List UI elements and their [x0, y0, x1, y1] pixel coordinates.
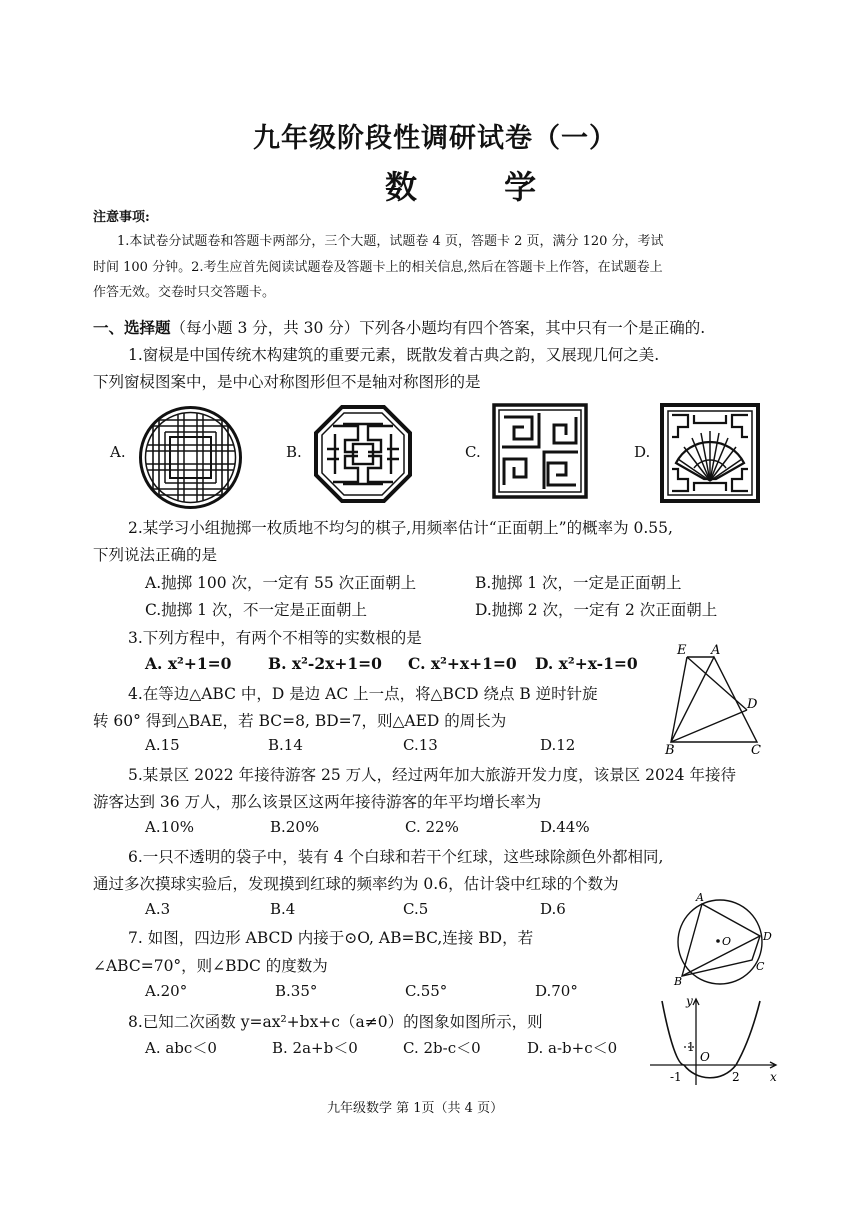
- q3-option-d: D. x²+x-1=0: [535, 654, 638, 673]
- q2-option-d: D.抛掷 2 次，一定有 2 次正面朝上: [475, 601, 718, 619]
- q8-label-neg1: -1: [670, 1070, 682, 1084]
- q1-option-c-label: C.: [465, 443, 481, 461]
- q6-option-b: B.4: [270, 900, 296, 918]
- q3-option-c: C. x²+x+1=0: [408, 654, 517, 673]
- q8-option-c: C. 2b-c＜0: [403, 1039, 481, 1057]
- q7-label-b: B: [674, 975, 683, 988]
- q4-label-b: B: [665, 743, 675, 755]
- q1-stem-line-1: 1.窗棂是中国传统木构建筑的重要元素，既散发着古典之韵，又展现几何之美.: [128, 346, 660, 364]
- q8-label-2: 2: [732, 1070, 740, 1084]
- notice-line-1: 1.本试卷分试题卷和答题卡两部分，三个大题，试题卷 4 页，答题卡 2 页，满分 120 分，考试: [117, 234, 664, 249]
- q6-option-a: A.3: [145, 900, 171, 918]
- q8-stem: 8.已知二次函数 y=ax²+bx+c（a≠0）的图象如图所示，则: [128, 1013, 543, 1031]
- q1-option-d-label: D.: [634, 443, 651, 461]
- q5-stem-line-2: 游客达到 36 万人，那么该景区这两年接待游客的年平均增长率为: [93, 793, 542, 811]
- q2-option-c: C.抛掷 1 次，不一定是正面朝上: [145, 601, 367, 619]
- q7-option-a: A.20°: [145, 982, 188, 1000]
- section-title: 一、选择题: [93, 318, 171, 337]
- lattice-figure-a: [138, 405, 243, 510]
- q8-option-b: B. 2a+b＜0: [272, 1039, 358, 1057]
- q7-label-o: O: [722, 935, 732, 948]
- q4-option-c: C.13: [403, 736, 438, 754]
- lattice-figure-d: [660, 403, 760, 503]
- q2-option-b: B.抛掷 1 次，一定是正面朝上: [475, 574, 682, 592]
- q6-stem-line-1: 6.一只不透明的袋子中，装有 4 个白球和若干个红球，这些球除颜色外都相同,: [128, 848, 664, 866]
- section-heading: [93, 316, 705, 338]
- notice-line-3: 作答无效。交卷时只交答题卡。: [93, 285, 276, 300]
- q6-stem-line-2: 通过多次摸球实验后，发现摸到红球的频率约为 0.6，估计袋中红球的个数为: [93, 875, 619, 893]
- lattice-figure-c: [492, 403, 588, 499]
- q4-stem-line-2: 转 60° 得到△BAE，若 BC=8, BD=7，则△AED 的周长为: [93, 712, 507, 730]
- lattice-figure-b: [313, 404, 413, 504]
- q8-option-a: A. abc＜0: [145, 1039, 217, 1057]
- q4-label-c: C: [751, 743, 761, 755]
- q5-option-d: D.44%: [540, 818, 590, 836]
- notice-line-2: 时间 100 分钟。2.考生应首先阅读试题卷及答题卡上的相关信息,然后在答题卡上作答，在试题卷上: [93, 260, 663, 275]
- q4-option-b: B.14: [268, 736, 303, 754]
- q1-stem-line-2: 下列窗棂图案中，是中心对称图形但不是轴对称图形的是: [93, 373, 481, 391]
- q4-label-d: D: [747, 697, 758, 712]
- subject-title: 数 学: [385, 168, 575, 206]
- q4-label-e: E: [677, 643, 687, 658]
- q3-option-a: A. x²+1=0: [145, 654, 232, 673]
- q7-circle-figure: [668, 890, 778, 990]
- q2-stem-line-1: 2.某学习小组抛掷一枚质地不均匀的棋子,用频率估计“正面朝上”的概率为 0.55,: [128, 519, 673, 537]
- q3-option-b: B. x²-2x+1=0: [268, 654, 382, 673]
- q1-option-a-label: A.: [110, 443, 126, 461]
- q3-stem: 3.下列方程中，有两个不相等的实数根的是: [128, 629, 422, 647]
- q5-option-b: B.20%: [270, 818, 320, 836]
- q2-option-a: A.抛掷 100 次，一定有 55 次正面朝上: [145, 574, 417, 592]
- q7-option-c: C.55°: [405, 982, 448, 1000]
- q5-stem-line-1: 5.某景区 2022 年接待游客 25 万人，经过两年加大旅游开发力度，该景区 2024 年接待: [128, 766, 736, 784]
- q7-option-b: B.35°: [275, 982, 318, 1000]
- q8-label-y: y: [686, 994, 693, 1008]
- q6-option-c: C.5: [403, 900, 429, 918]
- page-footer: 九年级数学 第 1页（共 4 页）: [327, 1101, 504, 1116]
- q8-option-d: D. a-b+c＜0: [527, 1039, 618, 1057]
- q5-option-c: C. 22%: [405, 818, 459, 836]
- q4-label-a: A: [711, 643, 721, 658]
- section-rule: （每小题 3 分，共 30 分）下列各小题均有四个答案，其中只有一个是正确的.: [170, 319, 706, 337]
- q4-option-d: D.12: [540, 736, 576, 754]
- q8-label-1: 1: [687, 1040, 695, 1054]
- q7-stem-line-2: ∠ABC=70°，则∠BDC 的度数为: [93, 957, 328, 975]
- exam-title: 九年级阶段性调研试卷（一）: [253, 123, 617, 154]
- q6-option-d: D.6: [540, 900, 566, 918]
- q8-label-o: O: [700, 1050, 710, 1064]
- q1-option-b-label: B.: [286, 443, 302, 461]
- q4-stem-line-1: 4.在等边△ABC 中，D 是边 AC 上一点，将△BCD 绕点 B 逆时针旋: [128, 685, 598, 703]
- q8-label-x: x: [770, 1070, 777, 1084]
- q7-option-d: D.70°: [535, 982, 578, 1000]
- notice-heading: 注意事项:: [93, 210, 150, 225]
- q7-label-c: C: [756, 960, 765, 973]
- q7-label-d: D: [763, 930, 772, 943]
- q5-option-a: A.10%: [145, 818, 194, 836]
- q4-triangle-figure: [663, 640, 773, 755]
- q7-label-a: A: [696, 891, 704, 904]
- q8-parabola-figure: [648, 993, 780, 1088]
- q7-stem-line-1: 7. 如图，四边形 ABCD 内接于⊙O, AB=BC,连接 BD，若: [128, 929, 534, 947]
- q2-stem-line-2: 下列说法正确的是: [93, 546, 218, 564]
- q4-option-a: A.15: [145, 736, 180, 754]
